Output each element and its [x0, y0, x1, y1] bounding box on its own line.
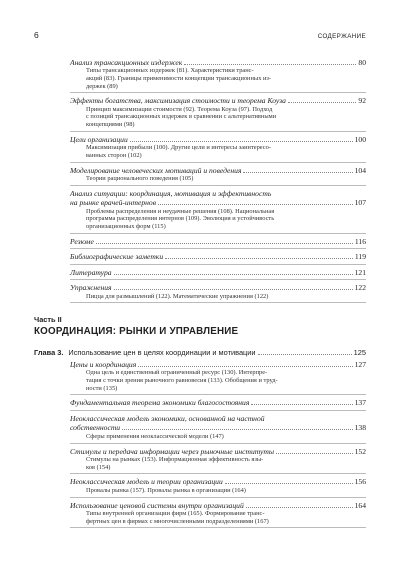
toc-entry[interactable] — [70, 58, 366, 93]
entry-divider — [70, 410, 366, 411]
entry-divider — [70, 264, 366, 265]
toc-entry-title: Использование ценовой системы внутри организаций — [70, 500, 244, 510]
toc-subentries: концепциями (98) — [86, 120, 135, 128]
toc-entry[interactable] — [70, 189, 366, 234]
toc-entry-title: на рынке врачей-интернов — [70, 198, 156, 208]
leader-dots — [122, 429, 353, 430]
toc-subentries: Стимулы на рынках (153). Информационная эффективность язы- — [86, 455, 264, 463]
toc-entry-title: Библиографические заметки — [70, 252, 164, 262]
toc-subentries: ванных сторон (102) — [86, 151, 142, 159]
entry-divider — [70, 162, 366, 163]
toc-entry-title: Упражнения — [70, 283, 112, 293]
toc-list-part1 — [70, 58, 366, 306]
toc-entry-title: Литература — [70, 267, 112, 277]
toc-entry-title: Эффекты богатства, максимизация стоимости и теорема Коуза — [70, 96, 286, 106]
toc-entry-title: Резюме — [70, 236, 94, 246]
toc-entry[interactable] — [70, 135, 366, 163]
toc-subentries: Принцип максимизации стоимости (92). Теорема Коуза (97). Подход — [86, 105, 273, 113]
toc-entry-page: 104 — [354, 165, 366, 175]
leader-dots — [251, 404, 352, 405]
toc-subentries: ков (154) — [86, 463, 111, 471]
leader-dots — [114, 289, 353, 290]
chapter-title: Использование цен в целях координации и мотивации — [68, 348, 256, 357]
toc-entry[interactable] — [70, 414, 366, 444]
toc-entry[interactable] — [70, 96, 366, 131]
toc-entry-title: Цены и координация — [70, 360, 137, 369]
toc-entry-page: 116 — [354, 236, 366, 246]
chapter-entry[interactable] — [34, 348, 366, 357]
leader-dots — [114, 274, 353, 275]
toc-entry-title: Анализ трансакционных издержек — [70, 58, 183, 67]
toc-entry-title-line1: Анализ ситуации: координация, мотивация и эффективность — [70, 188, 272, 198]
leader-dots — [243, 172, 352, 173]
leader-dots — [258, 354, 352, 355]
part-title: КООРДИНАЦИЯ: РЫНКИ И УПРАВЛЕНИЕ — [34, 326, 239, 337]
toc-subentries: Типы трансакционных издержек (81). Характеристики транс- — [86, 67, 254, 75]
entry-divider — [70, 233, 366, 234]
toc-entry-page: 100 — [354, 134, 366, 144]
entry-divider — [70, 131, 366, 132]
toc-subentries: фертных цен в фирмах с многочисленными подразделениями (167) — [86, 517, 269, 525]
toc-entry-page: 107 — [354, 198, 366, 208]
toc-subentries: Сферы применения неоклассической модели (147) — [86, 432, 224, 440]
toc-entry[interactable] — [70, 268, 366, 281]
toc-subentries: Типы внутренней организации фирм (165). Формирование транс- — [86, 509, 265, 517]
toc-entry[interactable] — [70, 477, 366, 497]
toc-list-chapter3 — [70, 360, 366, 531]
toc-subentries: тация с точки зрения рыночного равновесия (133). Обобщения и труд- — [86, 377, 278, 384]
toc-entry-title-line1: Неоклассическая модель экономики, основанной на частной — [70, 413, 265, 423]
entry-divider — [70, 248, 366, 249]
toc-entry-title: Моделирование человеческих мотиваций и поведения — [70, 165, 242, 175]
toc-subentries: Проблемы распределения и неудачные решения (108). Национальная — [86, 207, 275, 215]
toc-subentries: организационных форм (115) — [86, 222, 166, 230]
toc-subentries: Провалы рынка (157). Провалы рынка в организации (164) — [86, 486, 246, 494]
leader-dots — [276, 453, 353, 454]
entry-divider — [70, 394, 366, 395]
leader-dots — [96, 243, 353, 244]
toc-entry[interactable] — [70, 447, 366, 475]
entry-divider — [70, 443, 366, 444]
toc-subentries: Пицца для размышлений (122). Математические упражнения (122) — [86, 292, 269, 300]
chapter-number: Глава 3. — [34, 348, 64, 357]
leader-dots — [138, 366, 352, 367]
toc-subentries: Максимизация прибыли (100). Другие цели и интересы заинтересо- — [86, 144, 271, 152]
entry-divider — [70, 279, 366, 280]
toc-subentries: акций (83). Границы применимости концепции трансакционных из- — [86, 75, 272, 82]
toc-entry[interactable] — [70, 283, 366, 303]
leader-dots — [165, 258, 353, 259]
page-number: 6 — [34, 30, 39, 40]
page-header — [34, 30, 366, 40]
toc-entry-page: 92 — [358, 96, 366, 106]
toc-entry-title: Цели организации — [70, 134, 128, 144]
toc-entry-title: Фундаментальная теорема экономики благосостояния — [70, 398, 250, 408]
toc-entry-page: 80 — [358, 58, 366, 67]
toc-entry-page: 137 — [354, 398, 366, 408]
toc-subentries: с позиций трансакционных издержек в сравнении с альтернативными — [86, 113, 277, 121]
toc-subentries: программа распределения интернов (109). Эволюция и устойчивость — [86, 215, 275, 223]
toc-subentries: ности (135) — [86, 384, 118, 392]
toc-entry[interactable] — [70, 501, 366, 529]
toc-entry-page: 122 — [354, 283, 366, 293]
toc-entry-page: 164 — [354, 500, 366, 510]
toc-subentries: Одна цель и единственный ограниченный ресурс (130). Интерпре- — [86, 369, 268, 377]
entry-divider — [70, 497, 366, 498]
part-label: Часть II — [34, 315, 62, 324]
toc-entry[interactable] — [70, 360, 366, 395]
toc-entry-title: Неоклассическая модель и теории организации — [70, 477, 223, 487]
toc-entry-title: собственности — [70, 423, 121, 433]
toc-entry[interactable] — [70, 252, 366, 265]
toc-entry[interactable] — [70, 398, 366, 411]
leader-dots — [158, 204, 353, 205]
entry-divider — [70, 527, 366, 528]
running-head: СОДЕРЖАНИЕ — [317, 33, 366, 40]
leader-dots — [288, 102, 357, 103]
toc-subentries: держек (89) — [86, 82, 118, 90]
leader-dots — [246, 507, 353, 508]
entry-divider — [70, 302, 366, 303]
chapter-page: 125 — [353, 348, 366, 357]
toc-entry-page: 156 — [354, 477, 366, 487]
toc-entry-page: 127 — [354, 360, 366, 369]
toc-subentries: Теории рационального поведения (105) — [86, 174, 194, 182]
entry-divider — [70, 185, 366, 186]
toc-entry-title: Стимулы и передача информации через рыночные институты — [70, 446, 275, 456]
toc-entry-page: 138 — [354, 423, 366, 433]
entry-divider — [70, 473, 366, 474]
toc-entry-page: 152 — [354, 446, 366, 456]
entry-divider — [70, 92, 366, 93]
leader-dots — [184, 64, 356, 65]
toc-entry[interactable] — [70, 237, 366, 250]
toc-entry-page: 121 — [354, 267, 366, 277]
leader-dots — [225, 483, 353, 484]
toc-entry[interactable] — [70, 166, 366, 186]
toc-entry-page: 119 — [354, 252, 366, 262]
leader-dots — [130, 141, 353, 142]
